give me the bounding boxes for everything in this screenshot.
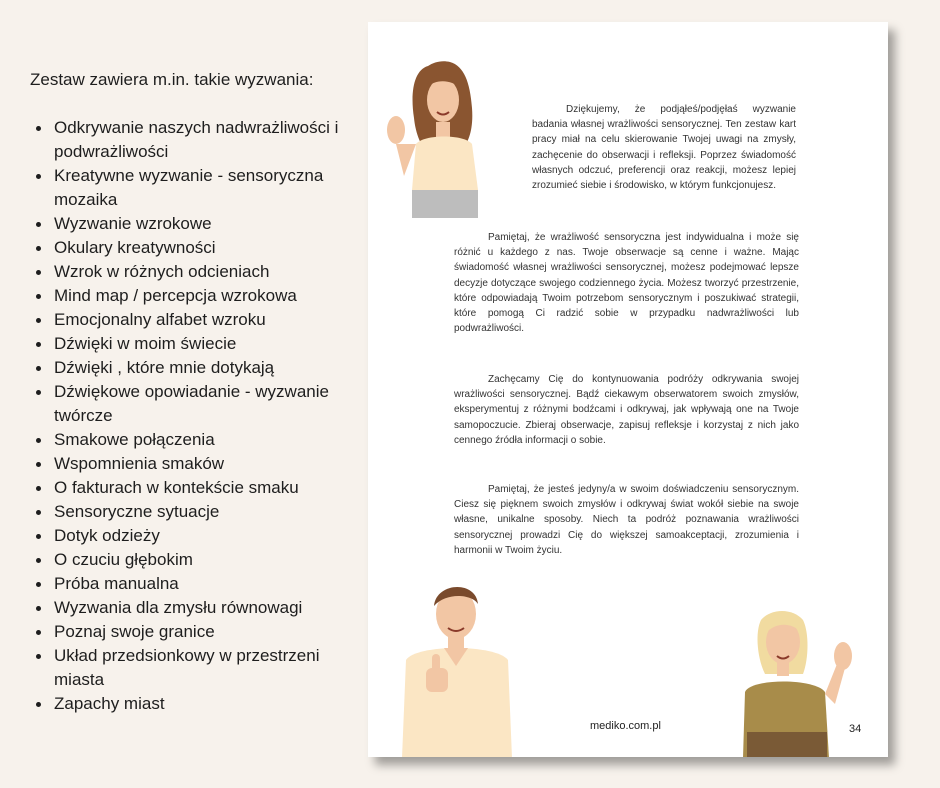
challenge-panel	[30, 68, 360, 716]
challenge-item: Zapachy miast	[30, 692, 360, 716]
challenge-item: Wspomnienia smaków	[30, 452, 360, 476]
challenge-item: Emocjonalny alfabet wzroku	[30, 308, 360, 332]
page-number: 34	[849, 723, 862, 735]
challenge-item: Odkrywanie naszych nadwrażliwości i podwrażliwości	[30, 116, 360, 164]
challenge-item: Smakowe połączenia	[30, 428, 360, 452]
challenge-item: Dźwiękowe opowiadanie - wyzwanie twórcze	[30, 380, 360, 428]
challenge-item: Kreatywne wyzwanie - sensoryczna mozaika	[30, 164, 360, 212]
challenge-item: Próba manualna	[30, 572, 360, 596]
paragraph-individuality: Pamiętaj, że wrażliwość sensoryczna jest indywidualna i może się różnić u każdego z nas. Twoje obserwacje są cenne i ważne. Mając świadomość własnej wrażliwości sensorycznej, możesz podejmować lepsze decyzje dotyczące swojego codziennego życia. Możesz tworzyć przestrzenie, które odpowiadają Twoim potrzebom sensorycznym i poszukiwać strategii, które pomogą Ci radzić sobie w przypadku nadwrażliwości lub podwrażliwości.	[454, 232, 799, 335]
paragraph-thanks: Dziękujemy, że podjąłeś/podjęłaś wyzwanie badania własnej wrażliwości sensorycznej. Ten zestaw kart pracy miał na celu skierowanie Twojej uwagi na zmysły, zachęcenie do obserwacji i refleksji. Poprzez świadomość własnych odczuć, preferencji oraz reakcji, możesz lepiej zrozumieć siebie i środowisko, w którym funkcjonujesz.	[532, 104, 796, 192]
challenge-item: Mind map / percepcja wzrokowa	[30, 284, 360, 308]
challenge-item: Dźwięki , które mnie dotykają	[30, 356, 360, 380]
woman-waving-illustration	[386, 48, 496, 228]
paragraph-uniqueness: Pamiętaj, że jesteś jedyny/a w swoim doświadczeniu sensorycznym. Ciesz się pięknem swoich zmysłów i odkrywaj świat wokół siebie na swoje własne, unikalne sposoby. Niech ta podróż poznawania wrażliwości sensorycznej prowadzi Cię do większej samoakceptacji, zrozumienia i harmonii w Twoim życiu.	[454, 484, 799, 556]
challenge-item: Wyzwania dla zmysłu równowagi	[30, 596, 360, 620]
challenge-item: O fakturach w kontekście smaku	[30, 476, 360, 500]
challenge-item: Okulary kreatywności	[30, 236, 360, 260]
document-page	[368, 22, 888, 757]
man-thumbs-up-illustration	[386, 570, 531, 757]
blonde-woman-waving-illustration	[733, 602, 863, 757]
challenge-item: O czuciu głębokim	[30, 548, 360, 572]
challenge-item: Dotyk odzieży	[30, 524, 360, 548]
challenge-item: Sensoryczne sytuacje	[30, 500, 360, 524]
challenge-item: Poznaj swoje granice	[30, 620, 360, 644]
challenge-item: Wyzwanie wzrokowe	[30, 212, 360, 236]
paragraph-encouragement: Zachęcamy Cię do kontynuowania podróży odkrywania swojej wrażliwości sensorycznej. Bądź ciekawym obserwatorem swoich zmysłów, eksperymentuj z różnymi bodźcami i odkrywaj, jak wpływają one na Twoje samopoczucie. Zbieraj obserwacje, zapisuj refleksje i korzystaj z nich jako cennego źródła informacji o sobie.	[454, 374, 799, 446]
challenge-list	[30, 116, 360, 716]
challenge-item: Dźwięki w moim świecie	[30, 332, 360, 356]
challenge-item: Wzrok w różnych odcieniach	[30, 260, 360, 284]
intro-text: Zestaw zawiera m.in. takie wyzwania:	[30, 70, 314, 89]
challenge-item: Układ przedsionkowy w przestrzeni miasta	[30, 644, 360, 692]
footer-url[interactable]: mediko.com.pl	[590, 720, 661, 732]
